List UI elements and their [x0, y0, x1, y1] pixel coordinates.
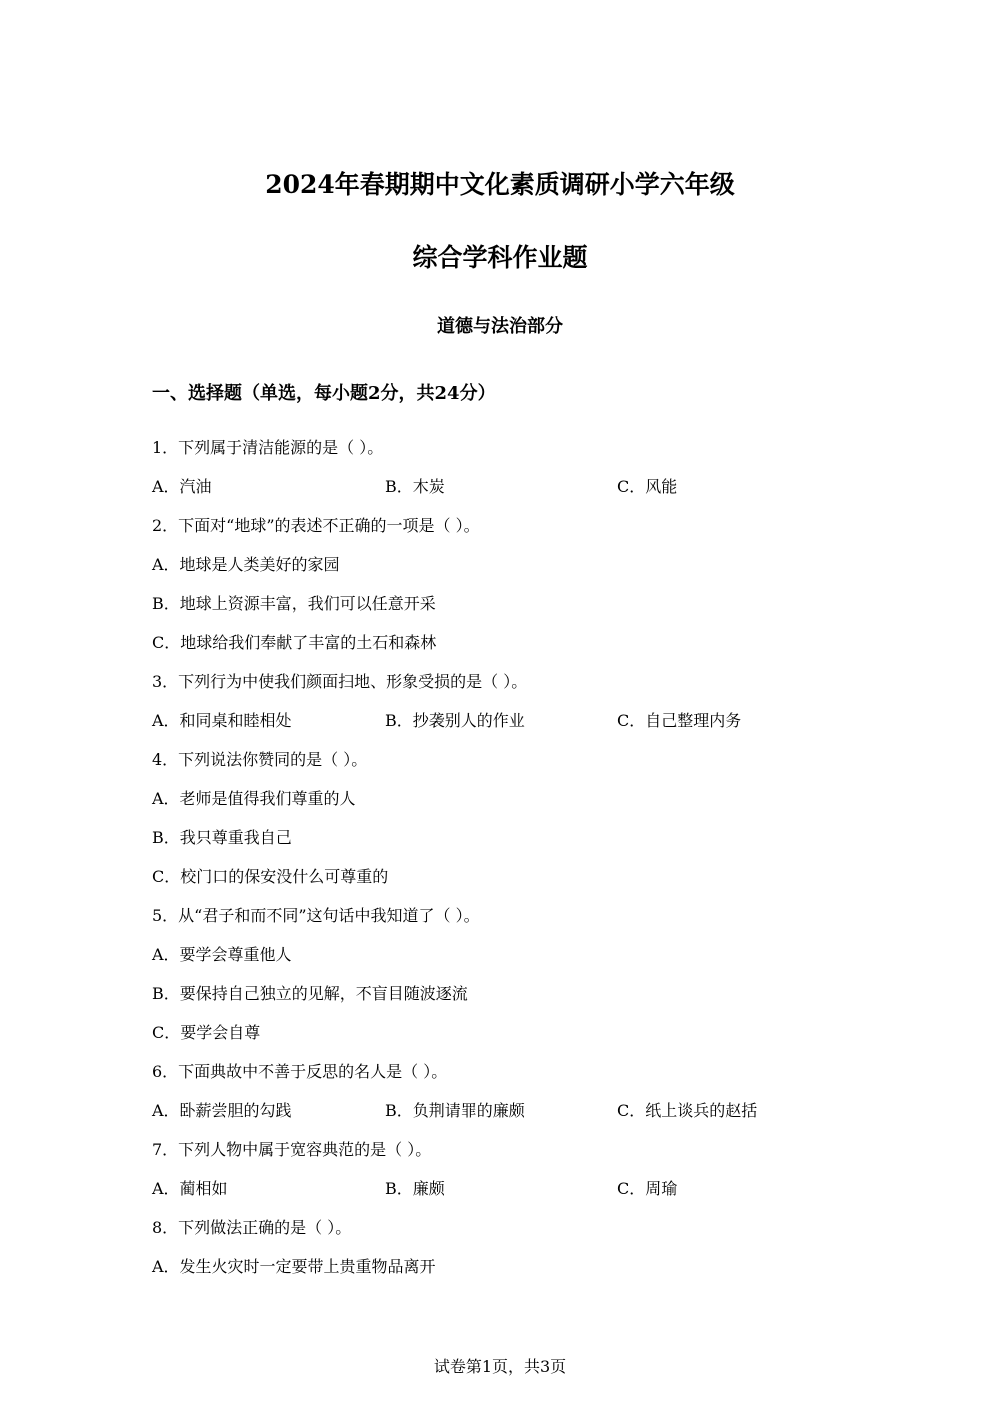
- question-6-option-a: A．卧薪尝胆的勾践: [152, 1101, 292, 1120]
- question-7-option-b: B．廉颇: [385, 1179, 445, 1198]
- question-3-option-a: A．和同桌和睦相处: [152, 711, 292, 730]
- question-5-option-a: A．要学会尊重他人: [152, 945, 292, 964]
- question-6-option-c: C．纸上谈兵的赵括: [617, 1101, 758, 1120]
- question-8-option-a: A．发生火灾时一定要带上贵重物品离开: [152, 1257, 436, 1276]
- question-7-option-a: A．蔺相如: [152, 1179, 228, 1198]
- question-1-option-a: A．汽油: [152, 477, 212, 496]
- question-1-option-c: C．风能: [617, 477, 678, 496]
- question-4-option-a: A．老师是值得我们尊重的人: [152, 789, 356, 808]
- part-heading: 道德与法治部分: [437, 316, 563, 337]
- question-3-option-b: B．抄袭别人的作业: [385, 711, 525, 730]
- question-1-stem: 1．下列属于清洁能源的是（ ）。: [152, 438, 384, 457]
- question-3-option-c: C．自己整理内务: [617, 711, 742, 730]
- question-6-option-b: B．负荆请罪的廉颇: [385, 1101, 525, 1120]
- question-5-option-b: B．要保持自己独立的见解，不盲目随波逐流: [152, 984, 468, 1003]
- exam-title-line1: 2024年春期期中文化素质调研小学六年级: [265, 170, 735, 199]
- question-4-option-c: C．校门口的保安没什么可尊重的: [152, 867, 389, 886]
- page-footer: 试卷第1页，共3页: [433, 1357, 567, 1376]
- question-4-stem: 4．下列说法你赞同的是（ ）。: [152, 750, 368, 769]
- question-7-option-c: C．周瑜: [617, 1179, 678, 1198]
- section-heading: 一、选择题（单选，每小题2分，共24分）: [152, 383, 496, 404]
- question-2-stem: 2．下面对“地球”的表述不正确的一项是（ ）。: [152, 516, 480, 535]
- question-5-stem: 5．从“君子和而不同”这句话中我知道了（ ）。: [152, 906, 480, 925]
- question-2-option-b: B．地球上资源丰富，我们可以任意开采: [152, 594, 436, 613]
- question-7-stem: 7．下列人物中属于宽容典范的是（ ）。: [152, 1140, 432, 1159]
- question-2-option-a: A．地球是人类美好的家园: [152, 555, 340, 574]
- question-4-option-b: B．我只尊重我自己: [152, 828, 292, 847]
- question-2-option-c: C．地球给我们奉献了丰富的土石和森林: [152, 633, 437, 652]
- question-3-stem: 3．下列行为中使我们颜面扫地、形象受损的是（ ）。: [152, 672, 528, 691]
- question-8-stem: 8．下列做法正确的是（ ）。: [152, 1218, 352, 1237]
- question-6-stem: 6．下面典故中不善于反思的名人是（ ）。: [152, 1062, 448, 1081]
- question-5-option-c: C．要学会自尊: [152, 1023, 261, 1042]
- question-1-option-b: B．木炭: [385, 477, 445, 496]
- exam-title-line2: 综合学科作业题: [412, 243, 588, 272]
